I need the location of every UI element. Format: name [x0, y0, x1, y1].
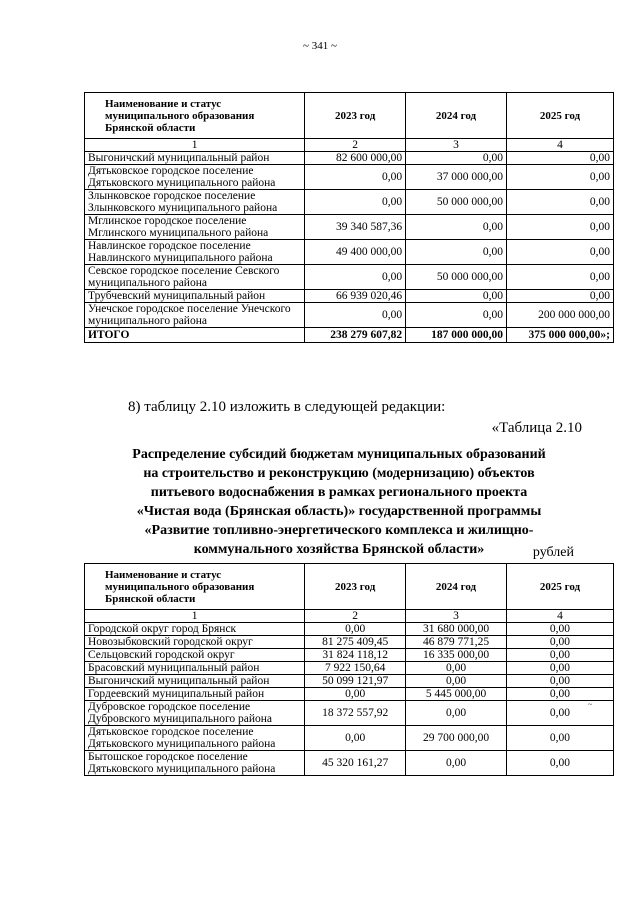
- amount-cell: 0,00: [406, 152, 507, 165]
- municipality-name: Брасовский муниципальный район: [85, 662, 305, 675]
- amount-cell: 0,00: [506, 290, 613, 303]
- table-row: [85, 165, 614, 190]
- amount-cell: 0,00: [406, 751, 507, 776]
- table-row: [85, 688, 614, 701]
- amount-cell: 16 335 000,00: [406, 649, 507, 662]
- col-number: 3: [406, 139, 507, 152]
- amount-cell: 49 400 000,00: [305, 240, 406, 265]
- table-row: [85, 215, 614, 240]
- amount-cell: 0,00: [305, 165, 406, 190]
- table-row: [85, 290, 614, 303]
- amount-cell: 45 320 161,27: [305, 751, 406, 776]
- amount-cell: 0,00: [506, 636, 613, 649]
- amount-cell: 0,00: [406, 303, 507, 328]
- table-row: [85, 152, 614, 165]
- table-row: [85, 265, 614, 290]
- table-row: [85, 726, 614, 751]
- amount-cell: 0,00: [506, 165, 613, 190]
- col-number: 1: [85, 139, 305, 152]
- table-row: [85, 662, 614, 675]
- amount-cell: 0,00: [506, 649, 613, 662]
- col-number: 4: [506, 139, 613, 152]
- amount-cell: 0,00: [506, 265, 613, 290]
- amount-cell: 0,00: [305, 190, 406, 215]
- table2-body: [85, 623, 614, 776]
- table-subsidies-continued: [84, 92, 614, 343]
- amount-cell: 0,00: [506, 751, 613, 776]
- amount-cell: 50 000 000,00: [406, 265, 507, 290]
- amount-cell: 31 824 118,12: [305, 649, 406, 662]
- table1-header: [85, 93, 614, 152]
- table-row: [85, 701, 614, 726]
- table-row: [85, 649, 614, 662]
- amount-cell: 66 939 020,46: [305, 290, 406, 303]
- table-2-10: [84, 563, 614, 776]
- total-row: [85, 328, 614, 343]
- header-2024: 2024 год: [406, 564, 507, 610]
- table-row: [85, 636, 614, 649]
- table2-header: [85, 564, 614, 623]
- header-2025: 2025 год: [506, 93, 613, 139]
- municipality-name: Новозыбковский городской округ: [85, 636, 305, 649]
- amount-cell: 18 372 557,92: [305, 701, 406, 726]
- municipality-name: Дятьковское городское поселение Дятьковского муниципального района: [85, 165, 305, 190]
- amount-cell: 0,00: [506, 675, 613, 688]
- amount-cell: 0,00: [305, 688, 406, 701]
- amount-cell: 0,00: [406, 675, 507, 688]
- header-2024: 2024 год: [406, 93, 507, 139]
- title-line: «Чистая вода (Брянская область)» государственной программы: [136, 504, 542, 519]
- title-line: Распределение субсидий бюджетам муниципальных образований: [132, 447, 546, 462]
- amount-cell: 200 000 000,00: [506, 303, 613, 328]
- table-row: [85, 190, 614, 215]
- col-number: 2: [305, 610, 406, 623]
- table-row: [85, 675, 614, 688]
- municipality-name: Выгоничский муниципальный район: [85, 675, 305, 688]
- municipality-name: Городской округ город Брянск: [85, 623, 305, 636]
- amount-cell: 39 340 587,36: [305, 215, 406, 240]
- header-name: Наименование и статус муниципального образования Брянской области: [85, 93, 305, 139]
- page-number: ~ 341 ~: [303, 40, 337, 52]
- units-label: рублей: [532, 545, 574, 560]
- amount-cell: 46 879 771,25: [406, 636, 507, 649]
- table1-body: [85, 152, 614, 328]
- amount-cell: 0,00: [406, 662, 507, 675]
- col-number: 4: [506, 610, 613, 623]
- amount-cell: 0,00: [506, 152, 613, 165]
- municipality-name: Навлинское городское поселение Навлинского муниципального района: [85, 240, 305, 265]
- municipality-name: Сельцовский городской округ: [85, 649, 305, 662]
- amount-cell: 37 000 000,00: [406, 165, 507, 190]
- table-row: [85, 240, 614, 265]
- title-line: «Развитие топливно-энергетического комплекса и жилищно-: [144, 523, 534, 538]
- amount-cell: 0,00: [506, 726, 613, 751]
- margin-mark: ~: [588, 700, 593, 709]
- amount-cell: 29 700 000,00: [406, 726, 507, 751]
- header-2025: 2025 год: [506, 564, 613, 610]
- col-number: 2: [305, 139, 406, 152]
- total-label: ИТОГО: [85, 328, 305, 343]
- municipality-name: Трубчевский муниципальный район: [85, 290, 305, 303]
- col-number: 1: [85, 610, 305, 623]
- item-8-instruction: 8) таблицу 2.10 изложить в следующей редакции:: [128, 399, 446, 415]
- total-2023: 238 279 607,82: [305, 328, 406, 343]
- municipality-name: Мглинское городское поселение Мглинского муниципального района: [85, 215, 305, 240]
- municipality-name: Дятьковское городское поселение Дятьковского муниципального района: [85, 726, 305, 751]
- amount-cell: 82 600 000,00: [305, 152, 406, 165]
- header-2023: 2023 год: [305, 564, 406, 610]
- title-line: на строительство и реконструкцию (модернизацию) объектов: [143, 466, 535, 481]
- amount-cell: 0,00: [406, 701, 507, 726]
- municipality-name: Гордеевский муниципальный район: [85, 688, 305, 701]
- amount-cell: 0,00: [506, 688, 613, 701]
- table-label: «Таблица 2.10: [491, 420, 582, 436]
- col-number: 3: [406, 610, 507, 623]
- title-line: питьевого водоснабжения в рамках регионального проекта: [150, 485, 528, 500]
- amount-cell: 0,00: [305, 265, 406, 290]
- amount-cell: 0,00: [506, 623, 613, 636]
- municipality-name: Выгоничский муниципальный район: [85, 152, 305, 165]
- table-row: [85, 303, 614, 328]
- amount-cell: 0,00: [305, 726, 406, 751]
- total-2025: 375 000 000,00»;: [506, 328, 613, 343]
- table-row: [85, 751, 614, 776]
- amount-cell: 0,00: [506, 240, 613, 265]
- table-title: [84, 445, 594, 559]
- amount-cell: 31 680 000,00: [406, 623, 507, 636]
- amount-cell: 0,00: [506, 701, 613, 726]
- amount-cell: 50 000 000,00: [406, 190, 507, 215]
- table-row: [85, 623, 614, 636]
- title-line: коммунального хозяйства Брянской области»: [193, 542, 485, 557]
- amount-cell: 0,00: [506, 662, 613, 675]
- municipality-name: Дубровское городское поселение Дубровского муниципального района: [85, 701, 305, 726]
- amount-cell: 0,00: [305, 303, 406, 328]
- amount-cell: 7 922 150,64: [305, 662, 406, 675]
- amount-cell: 0,00: [506, 215, 613, 240]
- amount-cell: 50 099 121,97: [305, 675, 406, 688]
- total-2024: 187 000 000,00: [406, 328, 507, 343]
- amount-cell: 0,00: [406, 290, 507, 303]
- amount-cell: 81 275 409,45: [305, 636, 406, 649]
- amount-cell: 0,00: [305, 623, 406, 636]
- header-2023: 2023 год: [305, 93, 406, 139]
- municipality-name: Севское городское поселение Севского муниципального района: [85, 265, 305, 290]
- municipality-name: Унечское городское поселение Унечского муниципального района: [85, 303, 305, 328]
- amount-cell: 5 445 000,00: [406, 688, 507, 701]
- municipality-name: Злынковское городское поселение Злынковского муниципального района: [85, 190, 305, 215]
- amount-cell: 0,00: [506, 190, 613, 215]
- amount-cell: 0,00: [406, 215, 507, 240]
- municipality-name: Бытошское городское поселение Дятьковского муниципального района: [85, 751, 305, 776]
- header-name: Наименование и статус муниципального образования Брянской области: [85, 564, 305, 610]
- amount-cell: 0,00: [406, 240, 507, 265]
